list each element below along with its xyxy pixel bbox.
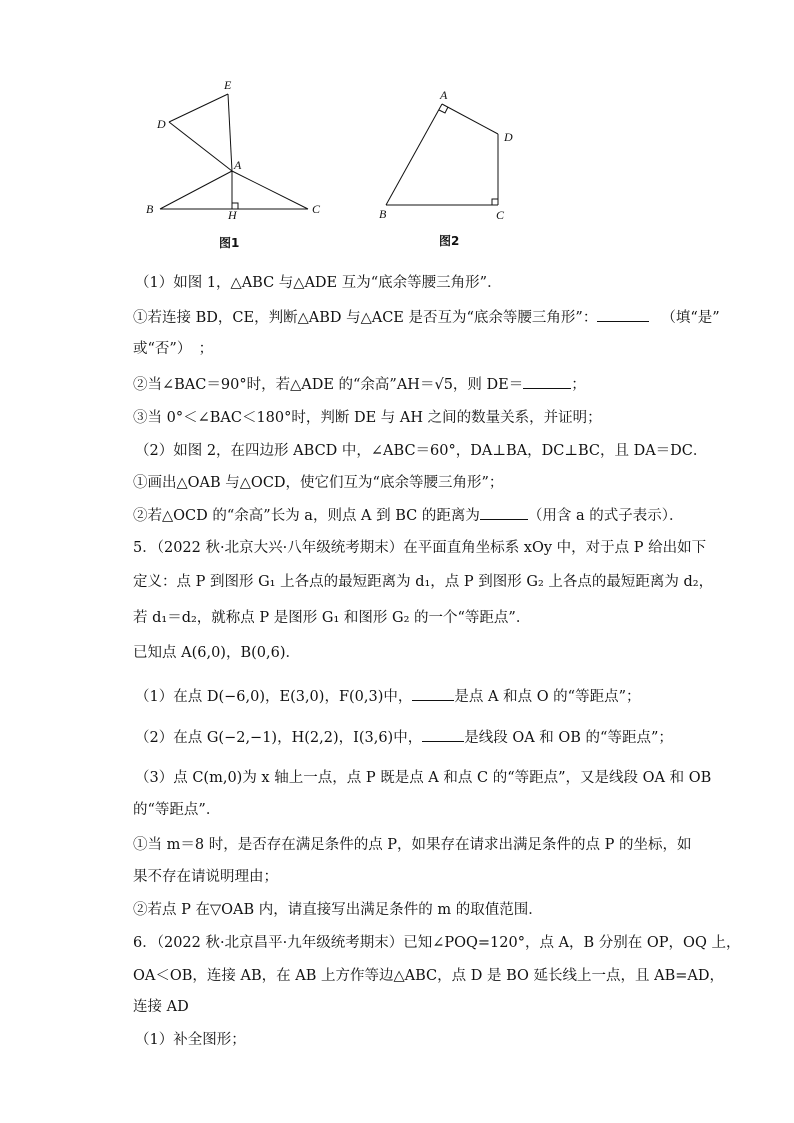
figure-1-diagram (140, 72, 340, 257)
fig1-label-E: E (224, 78, 232, 92)
text-line (135, 768, 794, 788)
answer-blank[interactable] (412, 686, 454, 701)
text-line (133, 800, 794, 820)
q5-part1-text: （1）在点 D(−6,0)，E(3,0)，F(0,3)中， (135, 689, 413, 705)
q4-part2-sub1: ①画出△OAB 与△OCD，使它们互为“底余等腰三角形”； (133, 475, 504, 491)
text-line (133, 867, 794, 887)
q5-part2-text: （2）在点 G(−2,−1)，H(2,2)，I(3,6)中， (135, 730, 423, 746)
answer-blank[interactable] (480, 505, 528, 520)
answer-blank[interactable] (422, 727, 464, 742)
fig1-label-D: D (157, 117, 166, 131)
q4-part2-sub2-end: （用含 a 的式子表示）． (527, 508, 684, 524)
q5-stem-line3: 若 d₁＝d₂，就称点 P 是图形 G₁ 和图形 G₂ 的一个“等距点”． (133, 610, 531, 626)
text-line (133, 933, 794, 953)
q4-sub1-hint-cont: 或“否”） ； (133, 341, 214, 357)
fig2-label-B: B (379, 207, 387, 221)
text-line (133, 835, 794, 855)
text-line (133, 408, 794, 428)
text-line (133, 966, 794, 986)
text-line (133, 339, 794, 359)
fig2-label-A: A (440, 88, 448, 102)
text-line (133, 608, 794, 628)
text-line (133, 900, 794, 920)
q4-sub2-text: ②当∠BAC＝90°时，若△ADE 的“余高”AH＝√5，则 DE＝ (133, 377, 524, 393)
q4-sub3-text: ③当 0°＜∠BAC＜180°时，判断 DE 与 AH 之间的数量关系，并证明； (133, 410, 602, 426)
q5-part1-end: 是点 A 和点 O 的“等距点”； (454, 689, 641, 705)
text-line (133, 307, 794, 328)
q4-part1-intro: （1）如图 1，△ABC 与△ADE 互为“底余等腰三角形”． (135, 275, 502, 291)
q6-stem-line1: 6．（2022 秋·北京昌平·九年级统考期末）已知∠POQ=120°，点 A，B 分别在 OP，OQ 上， (133, 935, 741, 951)
fig2-caption: 图2 (439, 234, 460, 248)
q5-stem-line2: 定义：点 P 到图形 G₁ 上各点的最短距离为 d₁，点 P 到图形 G₂ 上各点的最短距离为 d₂， (133, 574, 714, 590)
q5-part3-sub1-cont: 果不存在请说明理由； (133, 869, 278, 885)
q5-given-points: 已知点 A(6,0)，B(0,6)． (133, 645, 300, 661)
text-line (135, 441, 794, 461)
text-line (133, 374, 794, 395)
text-line (133, 505, 794, 526)
text-line (135, 686, 794, 707)
q4-sub2-end: ； (571, 377, 586, 393)
q4-sub1-hint: （填“是” (661, 310, 720, 326)
text-line (133, 473, 794, 493)
fig1-label-H: H (228, 208, 237, 222)
q5-part3-text: （3）点 C(m,0)为 x 轴上一点，点 P 既是点 A 和点 C 的“等距点”，又是线段 OA 和 OB (135, 770, 712, 786)
q4-part2-intro: （2）如图 2，在四边形 ABCD 中，∠ABC＝60°，DA⊥BA，DC⊥BC，且 DA＝DC． (135, 443, 708, 459)
q4-part2-sub2: ②若△OCD 的“余高”长为 a，则点 A 到 BC 的距离为 (133, 508, 480, 524)
q6-part1-text: （1）补全图形； (135, 1032, 246, 1048)
answer-blank[interactable] (597, 307, 649, 322)
q4-sub1-text: ①若连接 BD，CE，判断△ABD 与△ACE 是否互为“底余等腰三角形”： (133, 310, 598, 326)
text-line (135, 727, 794, 748)
text-line (133, 997, 794, 1017)
text-line (133, 538, 794, 558)
q5-part3-sub1: ①当 m＝8 时，是否存在满足条件的点 P，如果存在请求出满足条件的点 P 的坐标，如 (133, 837, 692, 853)
fig1-label-A: A (234, 158, 242, 172)
figure-2-diagram (370, 82, 530, 257)
q5-part3-sub2: ②若点 P 在▽OAB 内，请直接写出满足条件的 m 的取值范围． (133, 902, 543, 918)
q5-part3-text-cont: 的“等距点”． (133, 802, 221, 818)
q5-stem-line1: 5．（2022 秋·北京大兴·八年级统考期末）在平面直角坐标系 xOy 中，对于点 P 给出如下 (133, 540, 707, 556)
text-line (133, 572, 794, 592)
q6-stem-line2: OA＜OB，连接 AB，在 AB 上方作等边△ABC，点 D 是 BO 延长线上一点，且 AB=AD， (133, 968, 724, 984)
text-line (135, 1030, 794, 1050)
fig1-label-B: B (146, 202, 154, 216)
q5-part2-end: 是线段 OA 和 OB 的“等距点”； (464, 730, 673, 746)
fig2-label-D: D (504, 130, 513, 144)
fig1-label-C: C (312, 202, 321, 216)
fig1-caption: 图1 (219, 236, 240, 250)
answer-blank[interactable] (523, 374, 571, 389)
fig2-label-C: C (496, 208, 505, 222)
text-line (133, 643, 794, 663)
q6-stem-line3: 连接 AD (133, 999, 189, 1015)
text-line (135, 273, 794, 293)
